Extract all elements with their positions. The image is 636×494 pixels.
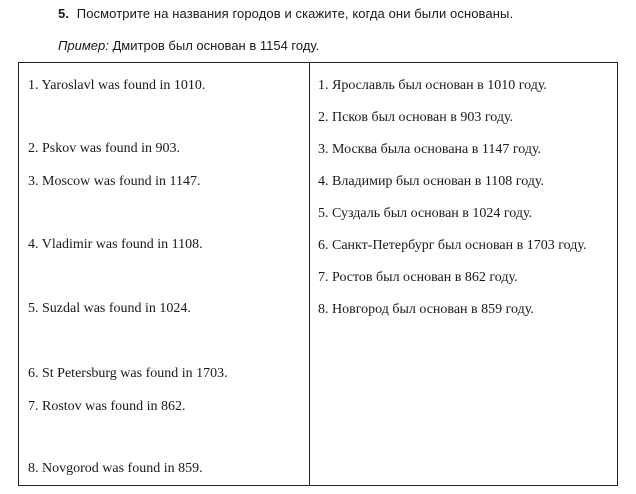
answer-table — [18, 62, 618, 486]
russian-line-2: 2. Псков был основан в 903 году. — [318, 110, 514, 125]
russian-line-8: 8. Новгород был основан в 859 году. — [318, 302, 534, 317]
russian-line-4: 4. Владимир был основан в 1108 году. — [318, 174, 545, 189]
russian-line-5: 5. Суздаль был основан в 1024 году. — [318, 206, 533, 221]
exercise-number: 5. — [58, 6, 70, 21]
example-text: Дмитров был основан в 1154 году. — [112, 38, 320, 53]
russian-line-6: 6. Санкт-Петербург был основан в 1703 году. — [318, 238, 587, 253]
russian-line-1: 1. Ярославль был основан в 1010 году. — [318, 78, 547, 93]
example-line — [58, 38, 319, 53]
english-line-4: 4. Vladimir was found in 1108. — [28, 237, 203, 252]
english-line-8: 8. Novgorod was found in 859. — [28, 461, 203, 476]
english-column — [19, 63, 309, 485]
russian-line-7: 7. Ростов был основан в 862 году. — [318, 270, 518, 285]
english-line-5: 5. Suzdal was found in 1024. — [28, 301, 191, 316]
english-line-3: 3. Moscow was found in 1147. — [28, 174, 201, 189]
english-line-2: 2. Pskov was found in 903. — [28, 141, 181, 156]
exercise-instruction: Посмотрите на названия городов и скажите, когда они были основаны. — [76, 6, 514, 21]
english-line-1: 1. Yaroslavl was found in 1010. — [28, 78, 206, 93]
russian-line-3: 3. Москва была основана в 1147 году. — [318, 142, 542, 157]
english-line-6: 6. St Petersburg was found in 1703. — [28, 366, 228, 381]
example-label: Пример: — [58, 38, 109, 53]
exercise-header — [58, 6, 513, 21]
russian-column — [310, 63, 619, 485]
english-line-7: 7. Rostov was found in 862. — [28, 399, 186, 414]
